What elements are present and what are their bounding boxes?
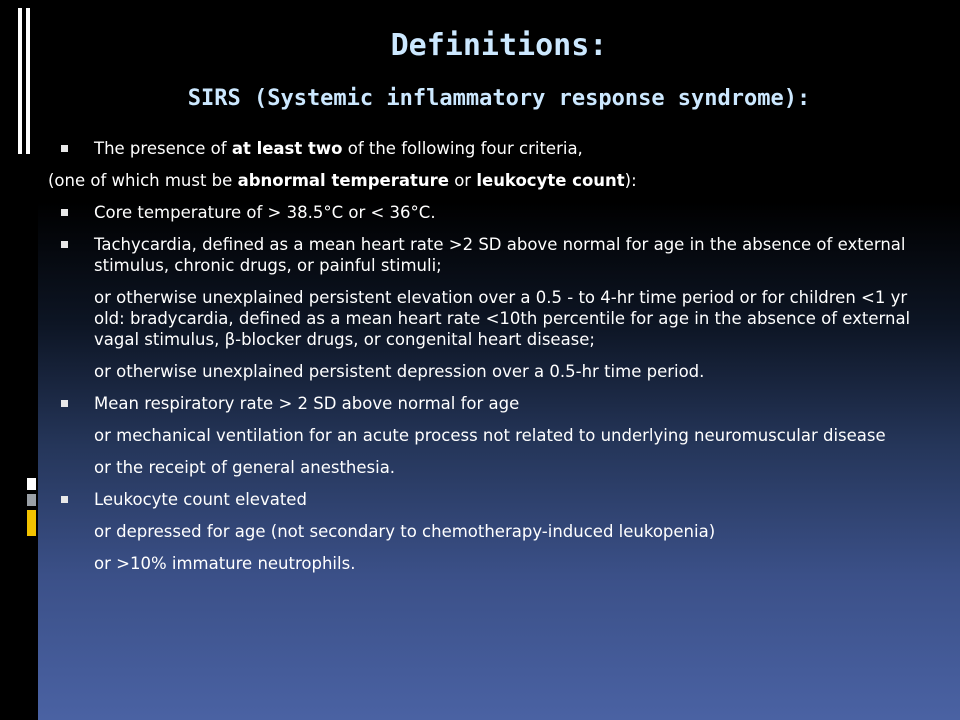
bullet-marker-icon xyxy=(61,496,68,503)
slide-content xyxy=(48,138,914,585)
respiratory-alternative-2: or the receipt of general anesthesia. xyxy=(94,458,396,477)
bullet-respiratory: Mean respiratory rate > 2 SD above normal for age xyxy=(54,393,914,414)
bullet-tachycardia: Tachycardia, defined as a mean heart rate >2 SD above normal for age in the absence of external stimulus, chronic drugs, or painful stimuli; xyxy=(54,234,914,276)
bullet-marker-icon xyxy=(61,145,68,152)
bullet-marker-icon xyxy=(61,209,68,216)
bullet-intro: The presence of at least two of the following four criteria, xyxy=(54,138,914,159)
tachycardia-alternative-1: or otherwise unexplained persistent elevation over a 0.5 - to 4-hr time period or for children <1 yr old: bradycardia, defined as a mean heart rate <10th percentile for age in the absence of external vagal stimulus, β-blocker drugs, or congenital heart disease; xyxy=(94,288,911,349)
bullet-marker-icon xyxy=(61,241,68,248)
bullet-marker-icon xyxy=(61,400,68,407)
leukocyte-alternative-1: or depressed for age (not secondary to chemotherapy-induced leukopenia) xyxy=(94,522,716,541)
respiratory-alternative-1: or mechanical ventilation for an acute process not related to underlying neuromuscular disease xyxy=(94,426,886,445)
decorative-squares xyxy=(0,470,38,550)
decorative-bars-top xyxy=(0,0,38,154)
leukocyte-alternative-2: or >10% immature neutrophils. xyxy=(94,554,356,573)
slide-subtitle: SIRS (Systemic inflammatory response syndrome): xyxy=(187,86,811,111)
criteria-note: (one of which must be abnormal temperature or leukocyte count): xyxy=(48,171,637,190)
bullet-temperature: Core temperature of > 38.5°C or < 36°C. xyxy=(54,202,914,223)
tachycardia-alternative-2: or otherwise unexplained persistent depression over a 0.5-hr time period. xyxy=(94,362,705,381)
bullet-leukocyte: Leukocyte count elevated xyxy=(54,489,914,510)
slide-title: Definitions: xyxy=(390,28,608,63)
